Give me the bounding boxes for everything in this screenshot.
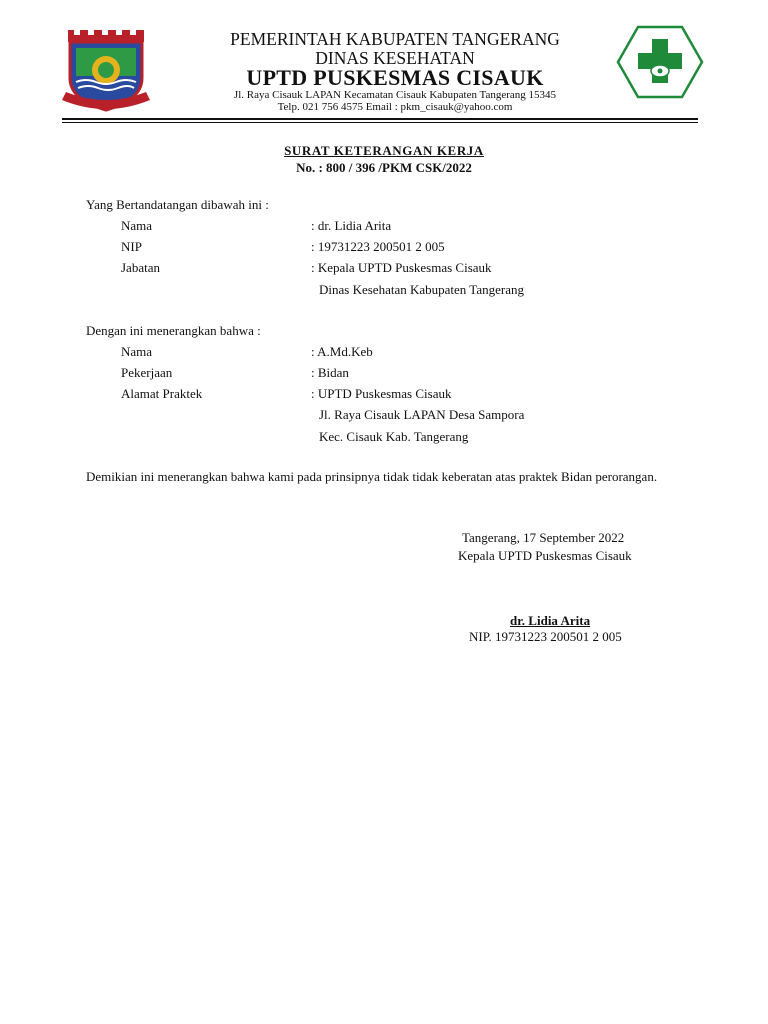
signer-position-extra: Dinas Kesehatan Kabupaten Tangerang [319,282,524,297]
subject-address-value: : UPTD Puskesmas Cisauk [311,386,452,401]
signer-position-value: : Kepala UPTD Puskesmas Cisauk [311,260,492,275]
signer-name-label: Nama [121,218,153,233]
kop-divider-thick [62,118,698,120]
signature-nip: NIP. 19731223 200501 2 005 [469,629,622,644]
signature-position: Kepala UPTD Puskesmas Cisauk [458,548,632,563]
closing-paragraph: Demikian ini menerangkan bahwa kami pada prinsipnya tidak tidak keberatan atas praktek Bidan perorangan. [86,469,658,484]
signer-nip-value: : 19731223 200501 2 005 [311,239,445,254]
subject-address-label: Alamat Praktek [121,386,203,401]
kop-contact: Telp. 021 756 4575 Email : pkm_cisauk@yahoo.com [277,101,513,113]
signer-nip-label: NIP [121,239,142,254]
signer-position-label: Jabatan [121,260,160,275]
puskesmas-logo [616,25,704,99]
subject-address-extra-1: Jl. Raya Cisauk LAPAN Desa Sampora [319,407,525,422]
subject-name-value: : A.Md.Keb [311,344,373,359]
kabupaten-crest-logo [60,26,152,118]
subject-name-label: Nama [121,344,153,359]
subject-job-value: : Bidan [311,365,349,380]
signer-name-value: : dr. Lidia Arita [311,218,392,233]
intro-subject: Dengan ini menerangkan bahwa : [86,323,261,338]
kop-line-3: UPTD PUSKESMAS CISAUK [246,65,544,90]
kop-line-2: DINAS KESEHATAN [315,48,475,68]
signature-place-date: Tangerang, 17 September 2022 [462,530,625,545]
subject-address-extra-2: Kec. Cisauk Kab. Tangerang [319,429,469,444]
kop-address: Jl. Raya Cisauk LAPAN Kecamatan Cisauk Kabupaten Tangerang 15345 [233,89,557,101]
kop-line-1: PEMERINTAH KABUPATEN TANGERANG [230,29,560,49]
kop-divider-thin [62,122,698,123]
signature-name: dr. Lidia Arita [510,613,591,628]
intro-signer: Yang Bertandatangan dibawah ini : [86,197,269,212]
letter-title: SURAT KETERANGAN KERJA [284,143,484,158]
letter-number: No. : 800 / 396 /PKM CSK/2022 [296,160,472,175]
subject-job-label: Pekerjaan [121,365,173,380]
